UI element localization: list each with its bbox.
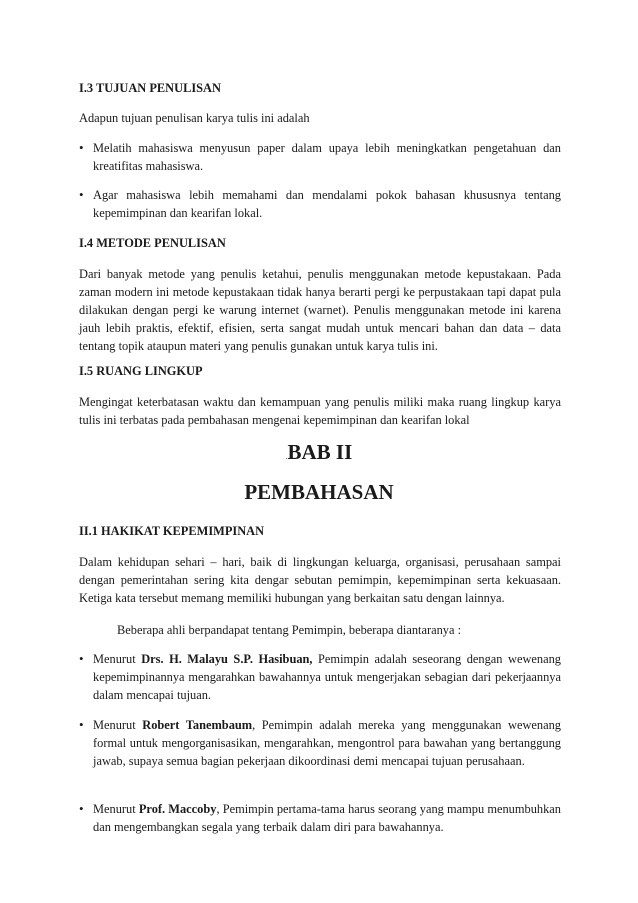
expert-prefix: Menurut [93, 718, 143, 732]
bullet-icon: • [79, 651, 84, 666]
chapter-title: PEMBAHASAN [244, 480, 394, 504]
expert-prefix: Menurut [93, 652, 142, 666]
list-item-text [93, 716, 561, 770]
expert-text: , Pemimpin pertama-tama harus seorang yang mampu menumbuhkan dan mengembangkan segala yang terbaik dalam diri para bawahannya. [93, 802, 561, 834]
expert-text: Pemimpin adalah seseorang dengan wewenang kepemimpinannya mengarahkan bawahannya untuk mengerjakan sebagian dari pekerjaannya dalam mencapai tujuan. [93, 652, 561, 702]
list-item-text [93, 800, 561, 836]
section-heading-ruang-lingkup: I.5 RUANG LINGKUP [79, 364, 203, 378]
dot-mark: . [285, 453, 288, 461]
section-heading-tujuan: I.3 TUJUAN PENULISAN [79, 81, 221, 95]
section-intro-tujuan: Adapun tujuan penulisan karya tulis ini adalah [79, 111, 310, 125]
expert-text: , Pemimpin adalah mereka yang menggunakan wewenang formal untuk mengorganisasikan, mengarahkan, mengontrol para bawahan yang bertanggung jawab, supaya semua bagian pekerjaan dikoordinasi demi mencapai tujuan perusahaan. [93, 718, 561, 768]
bullet-icon: • [79, 801, 84, 816]
list-item [79, 139, 561, 175]
expert-name: Prof. Maccoby [138, 802, 217, 816]
experts-intro: Beberapa ahli berpandapat tentang Pemimpin, beberapa diantaranya : [117, 623, 462, 637]
bullet-icon: • [79, 717, 84, 732]
paragraph-hakikat: Dalam kehidupan sehari – hari, baik di lingkungan keluarga, organisasi, perusahaan sampai dengan pemerintahan sering kita dengar sebutan pemimpin, kepemimpinan serta kekuasaan. Ketiga kata tersebut memang memiliki hubungan yang berkaitan satu dengan lainnya. [79, 555, 561, 605]
bullet-icon: • [79, 140, 84, 155]
expert-prefix: Menurut [93, 802, 139, 816]
bullet-icon: • [79, 187, 84, 202]
list-item-text [93, 650, 561, 704]
paragraph-ruang-lingkup: Mengingat keterbatasan waktu dan kemampuan yang penulis miliki maka ruang lingkup karya tulis ini terbatas pada pembahasan mengenai kepemimpinan dan kearifan lokal [79, 395, 561, 427]
paragraph-metode: Dari banyak metode yang penulis ketahui, penulis menggunakan metode kepustakaan. Pada zaman modern ini metode kepustakaan tidak hanya berarti pergi ke perpustakaan tapi dapat pula dilakukan dengan pergi ke warung internet (warnet). Penulis menggunakan metode ini karena jauh lebih praktis, efektif, efisien, serta sangat mudah untuk mencari bahan dan data – data tentang topik ataupun materi yang penulis gunakan untuk karya tulis ini. [79, 267, 561, 353]
expert-name: Robert Tanembaum [142, 718, 253, 732]
list-item [79, 186, 561, 222]
list-item-text: Melatih mahasiswa menyusun paper dalam upaya lebih meningkatkan pengetahuan dan kreatifitas mahasiswa. [93, 141, 561, 173]
section-heading-hakikat: II.1 HAKIKAT KEPEMIMPINAN [79, 524, 265, 538]
list-item-text: Agar mahasiswa lebih memahami dan mendalami pokok bahasan khususnya tentang kepemimpinan dan kearifan lokal. [93, 188, 561, 220]
chapter-number [0, 440, 638, 466]
section-heading-metode: I.4 METODE PENULISAN [79, 236, 226, 250]
expert-name: Drs. H. Malayu S.P. Hasibuan, [141, 652, 313, 666]
chapter-number-text: BAB II [287, 440, 353, 464]
list-item [79, 800, 561, 836]
list-item [79, 650, 561, 704]
list-item [79, 716, 561, 770]
